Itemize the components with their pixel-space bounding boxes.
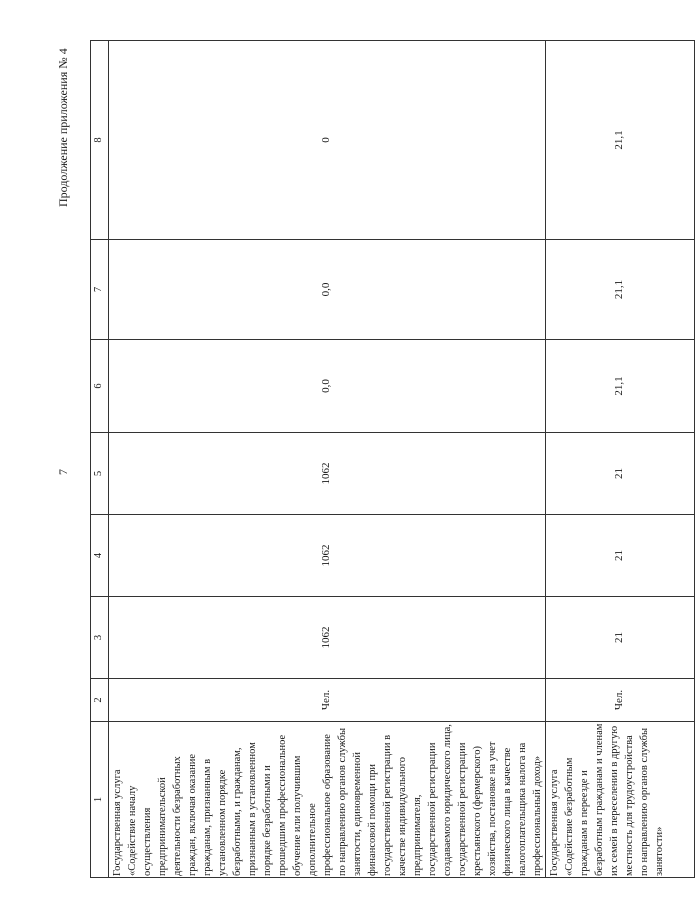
unit-cell: Чел. (109, 679, 546, 722)
header-cell-7: 7 (91, 240, 109, 340)
header-cell-4: 4 (91, 515, 109, 597)
value-cell-4: 1062 (109, 515, 546, 597)
value-cell-7: 0,0 (109, 240, 546, 340)
services-table (90, 40, 695, 878)
header-cell-1: 1 (91, 722, 109, 878)
header-cell-5: 5 (91, 433, 109, 515)
appendix-continuation-note: Продолжение приложения № 4 (56, 48, 70, 207)
table-row (109, 41, 546, 878)
header-cell-6: 6 (91, 340, 109, 433)
value-cell-8: 21,1 (546, 41, 695, 240)
service-description: Государственная услуга «Содействие началу осуществления предпринимательской деятельности безработных граждан, включая оказание гражданам, признанным в установленном порядке безработными, и гражданам, признанным в установленном порядке безработными и прошедшим профессиональное обучение или получившим дополнительное профессиональное образование по направлению органов службы занятости, единовременной финансовой помощи при государственной регистрации в качестве индивидуального предпринимателя, государственной регистрации создаваемого юридического лица, государственной регистрации крестьянского (фермерского) хозяйства, постановке на учет физического лица в качестве налогоплательщика налога на профессиональный доход» (109, 722, 546, 878)
value-cell-5: 21 (546, 433, 695, 515)
value-cell-6: 21,1 (546, 340, 695, 433)
value-cell-3: 21 (546, 597, 695, 679)
page-number: 7 (56, 469, 70, 475)
header-cell-3: 3 (91, 597, 109, 679)
value-cell-3: 1062 (109, 597, 546, 679)
header-row (91, 41, 109, 878)
header-cell-2: 2 (91, 679, 109, 722)
value-cell-5: 1062 (109, 433, 546, 515)
value-cell-8: 0 (109, 41, 546, 240)
value-cell-6: 0,0 (109, 340, 546, 433)
value-cell-4: 21 (546, 515, 695, 597)
header-cell-8: 8 (91, 41, 109, 240)
service-description: Государственная услуга «Содействие безработным гражданам в переезде и безработным гражданам и членам их семей в переселении в другую местность для трудоустройства по направлению органов службы занятости» (546, 722, 695, 878)
table-row (546, 41, 695, 878)
value-cell-7: 21,1 (546, 240, 695, 340)
unit-cell: Чел. (546, 679, 695, 722)
